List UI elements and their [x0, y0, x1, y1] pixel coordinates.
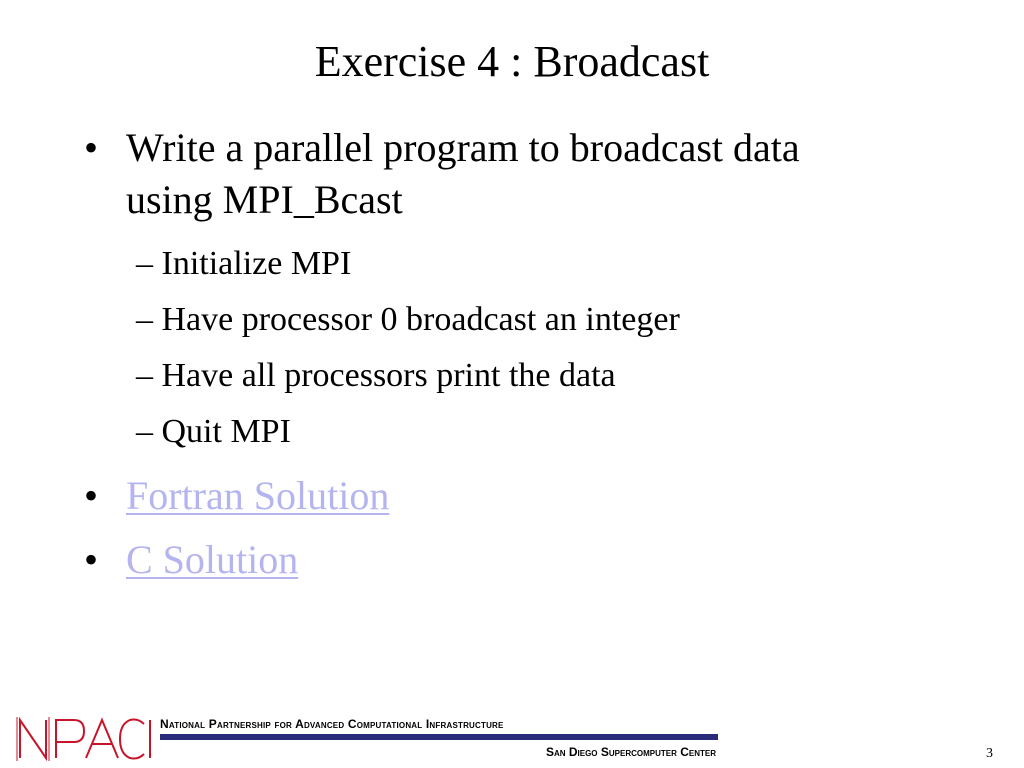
sub-item: – Initialize MPI	[136, 245, 352, 282]
page-number: 3	[986, 746, 993, 761]
footer-rule	[160, 734, 718, 740]
fortran-solution-link[interactable]: Fortran Solution	[126, 473, 390, 518]
npaci-logo	[16, 712, 156, 764]
c-solution-link[interactable]: C Solution	[126, 537, 299, 582]
bullet-dot: •	[84, 125, 99, 170]
sub-item: – Have all processors print the data	[136, 357, 616, 394]
sub-item: – Have processor 0 broadcast an integer	[136, 301, 680, 338]
sub-item: – Quit MPI	[136, 413, 291, 450]
bullet-dot: •	[84, 473, 99, 518]
bullet-text-line-2: using MPI_Bcast	[126, 177, 403, 222]
partnership-name: National Partnership for Advanced Computational Infrastructure	[160, 717, 504, 731]
slide-title: Exercise 4 : Broadcast	[314, 37, 710, 86]
bullet-dot: •	[84, 537, 99, 582]
bullet-text-line-1: Write a parallel program to broadcast data	[126, 125, 800, 170]
center-name: San Diego Supercomputer Center	[545, 745, 716, 759]
